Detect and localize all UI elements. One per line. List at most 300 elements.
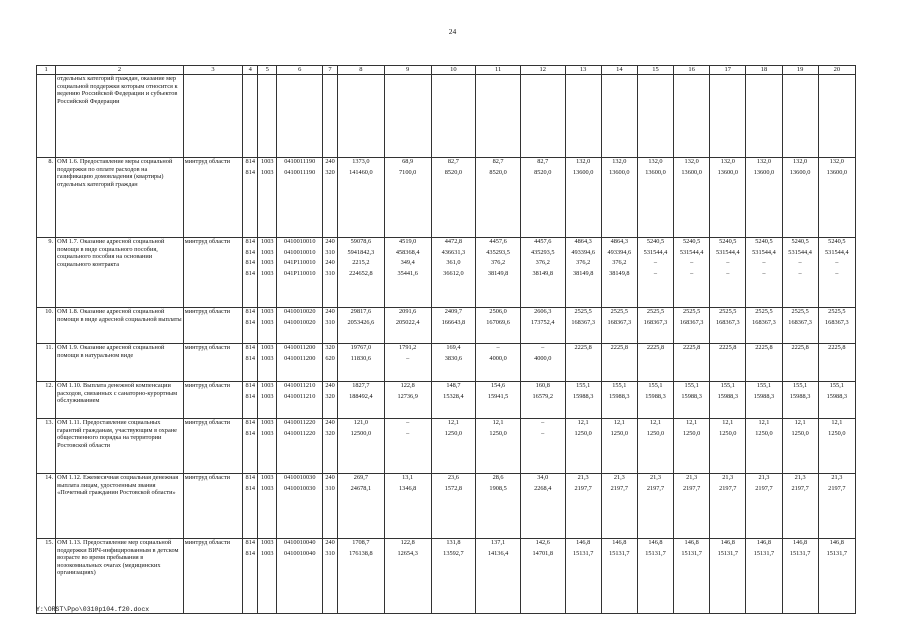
table-row (37, 238, 856, 308)
value: 4000,0 (489, 354, 507, 362)
value: 2525,5 (828, 308, 846, 315)
value-cell-col-17 (710, 382, 746, 419)
value-cell-col-19 (782, 474, 818, 539)
expense-type-code: 240 (325, 382, 335, 389)
value: 155,1 (612, 382, 627, 389)
value-cell-col-18 (746, 474, 782, 539)
value-cell-col-11 (476, 308, 521, 344)
value: 11830,6 (350, 354, 371, 362)
value-cell-col-14 (601, 474, 637, 539)
ministry-code: 814 (245, 158, 255, 165)
section-code: 1003 (260, 318, 274, 326)
value-cell-col-18 (746, 238, 782, 308)
target-article-code: 0410011210 (284, 382, 316, 389)
value: 269,7 (353, 474, 368, 481)
column-number-17: 17 (710, 66, 746, 75)
section-code: 1003 (260, 158, 274, 165)
value-cell-col-9 (384, 344, 431, 382)
value: 148,7 (446, 382, 461, 389)
expense-type-code: 240 (325, 419, 335, 426)
value-cell-col-14 (601, 158, 637, 238)
value: 493394,6 (607, 248, 632, 256)
value-cell-col-11 (476, 382, 521, 419)
value: 36612,0 (443, 269, 464, 277)
value: 493394,6 (571, 248, 595, 256)
value-cell-col-18 (746, 419, 782, 474)
value-cell-col-8 (337, 539, 384, 614)
value: 155,1 (720, 382, 735, 389)
value: 5240,5 (828, 238, 846, 245)
value-cell-col-15 (637, 308, 673, 344)
value: 13600,0 (826, 168, 848, 176)
value: 141460,0 (349, 168, 373, 176)
section-code: 1003 (260, 259, 274, 266)
value-cell-col-18 (746, 382, 782, 419)
value: 531544,4 (715, 248, 740, 256)
expense-type-code-cell (323, 238, 338, 308)
value: 1791,2 (399, 344, 417, 351)
section-code: 1003 (260, 269, 274, 277)
value: – (496, 344, 500, 351)
target-article-code: 0410011220 (284, 419, 316, 426)
value (820, 355, 854, 366)
value: 154,6 (491, 382, 506, 389)
value: 121,0 (353, 419, 368, 426)
value-cell-col-8 (337, 344, 384, 382)
value: 2197,7 (828, 484, 846, 492)
value: 132,0 (720, 158, 735, 165)
value-cell-col-19 (782, 539, 818, 614)
value-cell-col-20 (818, 474, 855, 539)
row-number: 11. (37, 344, 56, 382)
value: 13592,7 (443, 549, 464, 557)
value: 4864,3 (610, 238, 628, 245)
value: 15131,7 (681, 549, 702, 557)
value: 376,2 (576, 259, 591, 266)
value-cell-col-15 (637, 238, 673, 308)
expense-type-code: 310 (325, 549, 335, 557)
measure-description: ОМ 1.8. Оказание адресной социальной помощи в виде адресной социальной выплаты (56, 308, 184, 344)
value-cell-col-13 (565, 344, 601, 382)
expense-type-code-cell (323, 419, 338, 474)
value: 2215,2 (352, 259, 370, 266)
measure-description: ОМ 1.7. Оказание адресной социальной помощи в виде социального пособия, социального пособия на основании социального контракта (56, 238, 184, 308)
column-number-4: 4 (243, 66, 258, 75)
value: 1373,0 (352, 158, 370, 165)
value: 15131,7 (753, 549, 775, 557)
value-cell-col-15 (637, 382, 673, 419)
value-cell-col-12 (520, 474, 565, 539)
section-code: 1003 (260, 539, 274, 546)
expense-type-code: 240 (325, 539, 335, 546)
value: 160,8 (535, 382, 550, 389)
value: 1827,7 (352, 382, 370, 389)
target-article-code: 041Р110010 (283, 259, 316, 266)
value: 531544,4 (643, 248, 668, 256)
value-cell-col-12 (520, 344, 565, 382)
value: 168367,3 (825, 318, 849, 326)
section-code-cell (258, 344, 277, 382)
section-code-cell (258, 474, 277, 539)
value-cell-col-9 (384, 238, 431, 308)
target-article-code: 0410010030 (283, 474, 316, 481)
value: 1346,8 (399, 484, 417, 492)
value: 14701,8 (532, 549, 553, 557)
value: – (690, 269, 694, 277)
value-cell-col-14 (601, 344, 637, 382)
expense-type-code-cell (323, 539, 338, 614)
value: 8520,0 (534, 168, 552, 176)
value: – (762, 259, 766, 266)
value: 1250,0 (719, 429, 737, 437)
value: – (835, 259, 839, 266)
value-cell-col-13 (565, 238, 601, 308)
value: 188492,4 (349, 392, 373, 400)
expense-type-code-cell (323, 344, 338, 382)
value: 168367,3 (571, 318, 595, 326)
value: 361,0 (446, 259, 461, 266)
expense-type-code: 320 (325, 168, 335, 176)
value-cell-col-14 (601, 419, 637, 474)
value: 12,1 (686, 419, 698, 426)
value: 168367,3 (715, 318, 740, 326)
value: 168367,3 (643, 318, 668, 326)
row-number: 15. (37, 539, 56, 614)
section-code: 1003 (260, 549, 274, 557)
value: 13600,0 (572, 168, 594, 176)
measure-description: ОМ 1.13. Предоставление мер социальной поддержки ВИЧ-инфицированным в детском возрасте во время пребывания в нозокомиальных очагах (медицинских организациях) (56, 539, 184, 614)
section-code-cell (258, 238, 277, 308)
value: 38149,8 (487, 269, 509, 277)
target-article-code-cell (277, 382, 323, 419)
target-article-code: 0410011210 (284, 392, 316, 400)
expense-type-code: 240 (325, 158, 335, 165)
value-cell-col-8 (337, 419, 384, 474)
value: – (690, 259, 694, 266)
ministry-code: 814 (245, 484, 255, 492)
value-cell-col-18 (746, 308, 782, 344)
value-cell-col-20 (818, 158, 855, 238)
value: 21,3 (613, 474, 625, 481)
value: 1250,0 (574, 429, 592, 437)
column-number-12: 12 (520, 66, 565, 75)
value-cell-col-12 (520, 158, 565, 238)
value-cell-col-20 (818, 382, 855, 419)
value: 168367,3 (607, 318, 632, 326)
value-cell-col-17 (710, 238, 746, 308)
value: 15988,3 (717, 392, 739, 400)
target-article-code: 0410011190 (284, 158, 316, 165)
value-cell-col-17 (710, 474, 746, 539)
value: 531544,4 (679, 248, 704, 256)
section-code-cell (258, 158, 277, 238)
column-number-row (37, 66, 856, 75)
table-row (37, 158, 856, 238)
section-code-cell (258, 308, 277, 344)
value-cell-col-19 (782, 238, 818, 308)
value: 12,1 (447, 419, 459, 426)
column-number-15: 15 (637, 66, 673, 75)
section-code: 1003 (260, 248, 274, 256)
value (675, 355, 708, 366)
value: 146,8 (612, 539, 627, 546)
value-cell-col-10 (431, 238, 476, 308)
value-cell-col-13 (565, 382, 601, 419)
ministry-code: 814 (245, 248, 255, 256)
value: 132,0 (684, 158, 699, 165)
value: 2225,8 (828, 344, 846, 351)
value: 21,3 (722, 474, 734, 481)
value: 131,8 (446, 539, 461, 546)
value-cell-col-17 (710, 539, 746, 614)
value-cell-col-8 (337, 158, 384, 238)
value: 2225,8 (791, 344, 809, 351)
value-cell-col-11 (476, 539, 521, 614)
value-cell-col-10 (431, 539, 476, 614)
value: – (762, 269, 766, 277)
value: – (406, 429, 410, 437)
executor: минтруд области (183, 382, 243, 419)
table-row (37, 419, 856, 474)
value: 458368,4 (395, 248, 420, 256)
row-number: 9. (37, 238, 56, 308)
expense-type-code: 320 (325, 392, 335, 400)
value-cell-col-8 (337, 474, 384, 539)
value: 155,1 (793, 382, 808, 389)
value: 13600,0 (645, 168, 666, 176)
value: 4457,6 (534, 238, 552, 245)
value: 8520,0 (489, 168, 507, 176)
ministry-code: 814 (245, 419, 255, 426)
value-cell-col-16 (674, 474, 710, 539)
value-cell-col-9 (384, 158, 431, 238)
value: – (798, 269, 802, 277)
value: 15131,7 (572, 549, 594, 557)
value: 38149,8 (532, 269, 553, 277)
value: 23,6 (447, 474, 459, 481)
value-cell-col-13 (565, 308, 601, 344)
value: 12,1 (492, 419, 504, 426)
value: 35441,6 (397, 269, 418, 277)
table-row (37, 344, 856, 382)
value: 21,3 (686, 474, 698, 481)
value (567, 355, 600, 366)
value: 13600,0 (609, 168, 630, 176)
measure-description: ОМ 1.9. Оказание адресной социальной помощи в натуральном виде (56, 344, 184, 382)
value: 7100,0 (399, 168, 417, 176)
ministry-code-cell (243, 238, 258, 308)
table-row (37, 382, 856, 419)
target-article-code: 0410011200 (284, 354, 316, 362)
value: 15131,7 (789, 549, 811, 557)
section-code: 1003 (260, 392, 274, 400)
value: 376,2 (612, 259, 627, 266)
value: 13600,0 (681, 168, 702, 176)
section-code-cell (258, 419, 277, 474)
value: 132,0 (793, 158, 808, 165)
value: 15941,5 (487, 392, 509, 400)
measure-description: ОМ 1.6. Предоставление меры социальной поддержки по оплате расходов на газификацию домовладения (квартиры) отдельных категорий граждан (56, 158, 184, 238)
value-cell-col-18 (746, 539, 782, 614)
value-cell-col-9 (384, 539, 431, 614)
value: 2197,7 (755, 484, 773, 492)
value-cell-col-15 (637, 474, 673, 539)
value: – (726, 269, 730, 277)
value: 146,8 (756, 539, 772, 546)
ministry-code: 814 (245, 354, 255, 362)
value: 137,1 (491, 539, 506, 546)
expense-type-code: 310 (325, 318, 335, 326)
value (784, 355, 817, 366)
value: 5941842,3 (347, 248, 375, 256)
value: 19767,0 (350, 344, 372, 351)
section-code: 1003 (260, 238, 274, 245)
value-cell-col-20 (818, 308, 855, 344)
expense-type-code: 620 (325, 354, 335, 362)
value-cell-col-18 (746, 344, 782, 382)
value: 12500,0 (350, 429, 372, 437)
value: 155,1 (576, 382, 591, 389)
value: – (541, 429, 545, 437)
expense-type-code: 310 (325, 484, 335, 492)
value: 132,0 (648, 158, 663, 165)
value: 12,1 (613, 419, 625, 426)
ministry-code-cell (243, 158, 258, 238)
value: 2197,7 (610, 484, 628, 492)
value-cell-col-16 (674, 344, 710, 382)
value-cell-col-9 (384, 382, 431, 419)
value-cell-col-17 (710, 158, 746, 238)
value: 8520,0 (444, 168, 463, 176)
section-code: 1003 (260, 308, 274, 315)
section-code-cell (258, 539, 277, 614)
value-cell-col-16 (674, 158, 710, 238)
executor: минтруд области (183, 419, 243, 474)
value: 435293,5 (486, 248, 510, 256)
value: 1250,0 (791, 429, 809, 437)
value: 12,1 (794, 419, 806, 426)
value: 376,2 (535, 259, 550, 266)
value-cell-col-20 (818, 419, 855, 474)
section-code: 1003 (260, 419, 274, 426)
ministry-code: 814 (245, 429, 255, 437)
value-cell-col-10 (431, 344, 476, 382)
target-article-code-cell (277, 158, 323, 238)
target-article-code: 041Р110010 (283, 269, 316, 277)
value: – (406, 354, 410, 362)
value: 28,6 (492, 474, 504, 481)
value: 2525,5 (646, 308, 665, 315)
expense-type-code: 320 (325, 429, 335, 437)
value-cell-col-20 (818, 344, 855, 382)
value: 1250,0 (444, 429, 463, 437)
column-number-10: 10 (431, 66, 476, 75)
expense-type-code: 240 (325, 238, 335, 245)
value: 435293,5 (530, 248, 555, 256)
ministry-code: 814 (245, 549, 255, 557)
target-article-code: 0410010020 (283, 318, 316, 326)
target-article-code: 0410010040 (283, 539, 316, 546)
value: 132,0 (612, 158, 627, 165)
value: 531544,4 (752, 248, 776, 256)
value: 166643,8 (441, 318, 466, 326)
value-cell-col-11 (476, 158, 521, 238)
value: 15131,7 (609, 549, 630, 557)
value: 82,7 (492, 158, 504, 165)
expense-type-code: 320 (325, 344, 335, 351)
value: 155,1 (648, 382, 663, 389)
value: 2525,5 (755, 308, 773, 315)
value-cell-col-10 (431, 158, 476, 238)
value: 146,8 (793, 539, 808, 546)
value (747, 355, 780, 366)
ministry-code: 814 (245, 259, 255, 266)
ministry-code: 814 (245, 474, 255, 481)
value: 5240,5 (719, 238, 737, 245)
value: 68,9 (402, 158, 414, 165)
value-cell-col-11 (476, 238, 521, 308)
expense-type-code: 240 (325, 308, 335, 315)
column-number-9: 9 (384, 66, 431, 75)
value: 2091,6 (399, 308, 417, 315)
column-number-6: 6 (277, 66, 323, 75)
ministry-code-cell (243, 474, 258, 539)
measure-description: ОМ 1.12. Ежемесячная социальная денежная выплата лицам, удостоенным звания «Почетный гражданин Ростовской области» (56, 474, 184, 539)
value: 2525,5 (574, 308, 592, 315)
value-cell-col-19 (782, 419, 818, 474)
value: 2197,7 (646, 484, 665, 492)
value: 169,4 (446, 344, 461, 351)
value: 146,8 (576, 539, 591, 546)
value-cell-col-11 (476, 419, 521, 474)
value-cell-col-12 (520, 308, 565, 344)
ministry-code-cell (243, 308, 258, 344)
value: 1908,5 (489, 484, 507, 492)
value: 4457,6 (489, 238, 507, 245)
value: 15131,7 (717, 549, 739, 557)
value-cell-col-19 (782, 308, 818, 344)
section-code: 1003 (260, 429, 274, 437)
target-article-code: 0410010010 (283, 238, 316, 245)
ministry-code: 814 (245, 344, 255, 351)
target-article-code-cell (277, 308, 323, 344)
ministry-code: 814 (245, 168, 255, 176)
value: 146,8 (684, 539, 699, 546)
ministry-code-cell (243, 382, 258, 419)
value-cell-col-10 (431, 382, 476, 419)
value: 2525,5 (610, 308, 628, 315)
value-cell-col-12 (520, 382, 565, 419)
budget-table (36, 65, 856, 614)
measure-description: ОМ 1.11. Предоставление социальных гарантий гражданам, участвующим в охране общественного порядка на территории Ростовской области (56, 419, 184, 474)
ministry-code: 814 (245, 539, 255, 546)
value: 168367,3 (788, 318, 812, 326)
value: 146,8 (720, 539, 735, 546)
file-path-footer: Y:\ORST\Ppo\0310p104.f20.docx (36, 606, 150, 613)
value: 2525,5 (719, 308, 737, 315)
value: 1708,7 (352, 539, 370, 546)
value-cell-col-10 (431, 308, 476, 344)
section-code: 1003 (260, 382, 274, 389)
value: 5240,5 (791, 238, 809, 245)
value: 4864,3 (574, 238, 592, 245)
target-article-code: 0410010010 (283, 248, 316, 256)
column-number-14: 14 (601, 66, 637, 75)
column-number-2: 2 (56, 66, 184, 75)
value-cell-col-10 (431, 419, 476, 474)
value: 2225,8 (719, 344, 737, 351)
value: 5240,5 (682, 238, 701, 245)
